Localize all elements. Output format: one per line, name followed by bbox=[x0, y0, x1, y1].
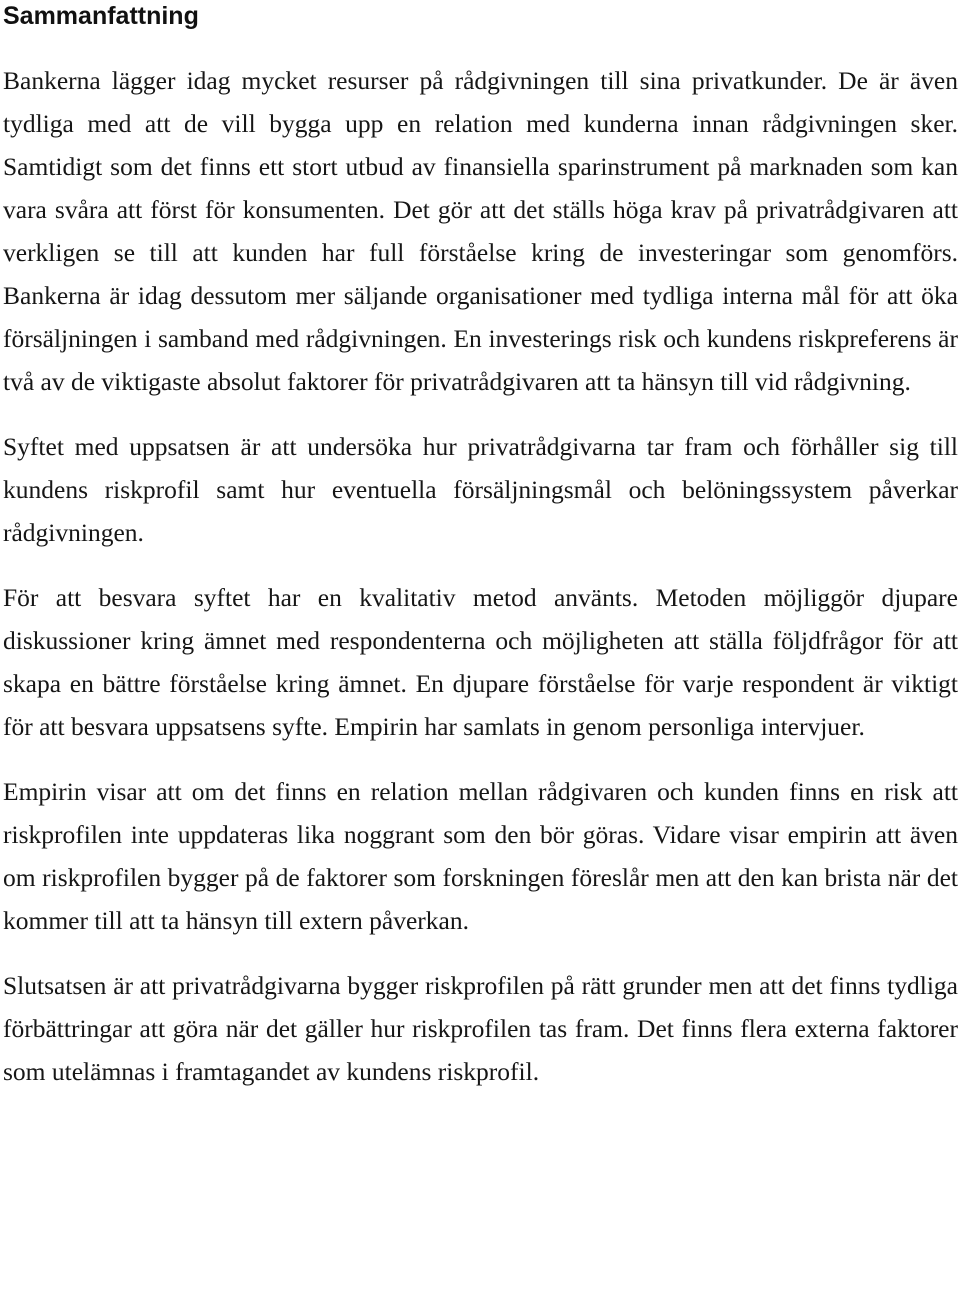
paragraph-conclusion: Slutsatsen är att privatrådgivarna bygger riskprofilen på rätt grunder men att det finns tydliga förbättringar att göra när det gäller hur riskprofilen tas fram. Det finns flera externa faktorer som utelämnas i framtagandet av kundens riskprofil. bbox=[3, 971, 958, 1086]
paragraph-background: Bankerna lägger idag mycket resurser på rådgivningen till sina privatkunder. De är även tydliga med att de vill bygga upp en relation med kunderna innan rådgivningen sker. Samtidigt som det finns ett stort utbud av finansiella sparinstrument på marknaden som kan vara svåra att först för konsumenten. Det gör att det ställs höga krav på privatrådgivaren att verkligen se till att kunden har full förståelse kring de investeringar som genomförs. Bankerna är idag dessutom mer säljande organisationer med tydliga interna mål för att öka försäljningen i samband med rådgivningen. En investerings risk och kundens riskpreferens är två av de viktigaste absolut faktorer för privatrådgivaren att ta hänsyn till vid rådgivning. bbox=[3, 66, 958, 396]
document-page bbox=[3, 0, 958, 1093]
paragraph-purpose: Syftet med uppsatsen är att undersöka hur privatrådgivarna tar fram och förhåller sig till kundens riskprofil samt hur eventuella försäljningsmål och belöningssystem påverkar rådgivningen. bbox=[3, 432, 958, 547]
paragraph-findings: Empirin visar att om det finns en relation mellan rådgivaren och kunden finns en risk att riskprofilen inte uppdateras lika noggrant som den bör göras. Vidare visar empirin att även om riskprofilen bygger på de faktorer som forskningen föreslår men att den kan brista när det kommer till att ta hänsyn till extern påverkan. bbox=[3, 777, 958, 935]
page-title: Sammanfattning bbox=[3, 2, 199, 30]
paragraph-method: För att besvara syftet har en kvalitativ metod använts. Metoden möjliggör djupare diskussioner kring ämnet med respondenterna och möjligheten att ställa följdfrågor för att skapa en bättre förståelse kring ämnet. En djupare förståelse för varje respondent är viktigt för att besvara uppsatsens syfte. Empirin har samlats in genom personliga intervjuer. bbox=[3, 583, 958, 741]
